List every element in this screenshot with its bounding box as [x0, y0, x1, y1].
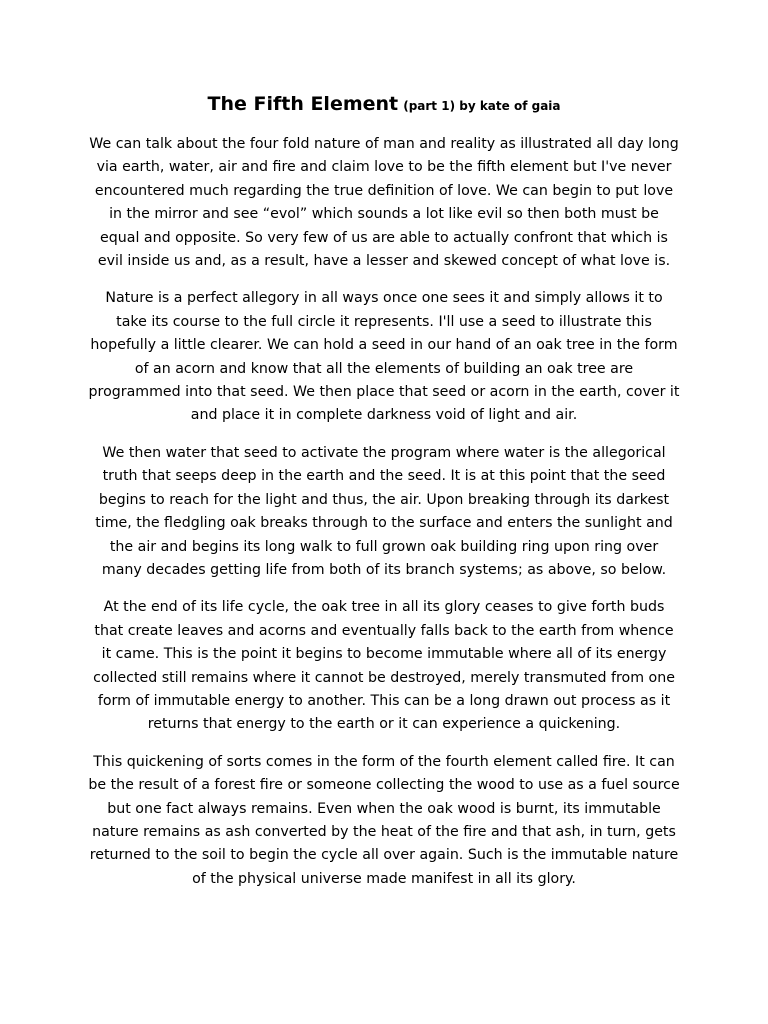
paragraph-3: We then water that seed to activate the program where water is the allegorical truth that seeps deep in the earth and the seed. It is at this point that the seed begins to reach for the light and thus, the air. Upon breaking through its darkest time, the fledgling oak breaks through to the surface and enters the sunlight and the air and begins its long walk to full grown oak building ring upon ring over many decades getting life from both of its branch systems; as above, so below.: [95, 444, 673, 578]
title-byline: (part 1) by kate of gaia: [403, 99, 561, 113]
document-title: [88, 92, 680, 118]
paragraph-4: At the end of its life cycle, the oak tree in all its glory ceases to give forth buds that create leaves and acorns and eventually falls back to the earth from whence it came. This is the point it begins to become immutable where all of its energy collected still remains where it cannot be destroyed, merely transmuted from one form of immutable energy to another. This can be a long drawn out process as it returns that energy to the earth or it can experience a quickening.: [93, 599, 675, 733]
document-page: [88, 92, 680, 905]
paragraph-2: Nature is a perfect allegory in all ways once one sees it and simply allows it to take its course to the full circle it represents. I'll use a seed to illustrate this hopefully a little clearer. We can hold a seed in our hand of an oak tree in the form of an acorn and know that all the elements of building an oak tree are programmed into that seed. We then place that seed or acorn in the earth, cover it and place it in complete darkness void of light and air.: [88, 290, 680, 424]
title-main: The Fifth Element: [207, 93, 399, 115]
paragraph-1: We can talk about the four fold nature of man and reality as illustrated all day long via earth, water, air and fire and claim love to be the fifth element but I've never encountered much regarding the true definition of love. We can begin to put love in the mirror and see “evol” which sounds a lot like evil so then both must be equal and opposite. So very few of us are able to actually confront that which is evil inside us and, as a result, have a lesser and skewed concept of what love is.: [89, 136, 679, 270]
paragraph-5: This quickening of sorts comes in the form of the fourth element called fire. It can be the result of a forest fire or someone collecting the wood to use as a fuel source but one fact always remains. Even when the oak wood is burnt, its immutable nature remains as ash converted by the heat of the fire and that ash, in turn, gets returned to the soil to begin the cycle all over again. Such is the immutable nature of the physical universe made manifest in all its glory.: [88, 753, 680, 887]
